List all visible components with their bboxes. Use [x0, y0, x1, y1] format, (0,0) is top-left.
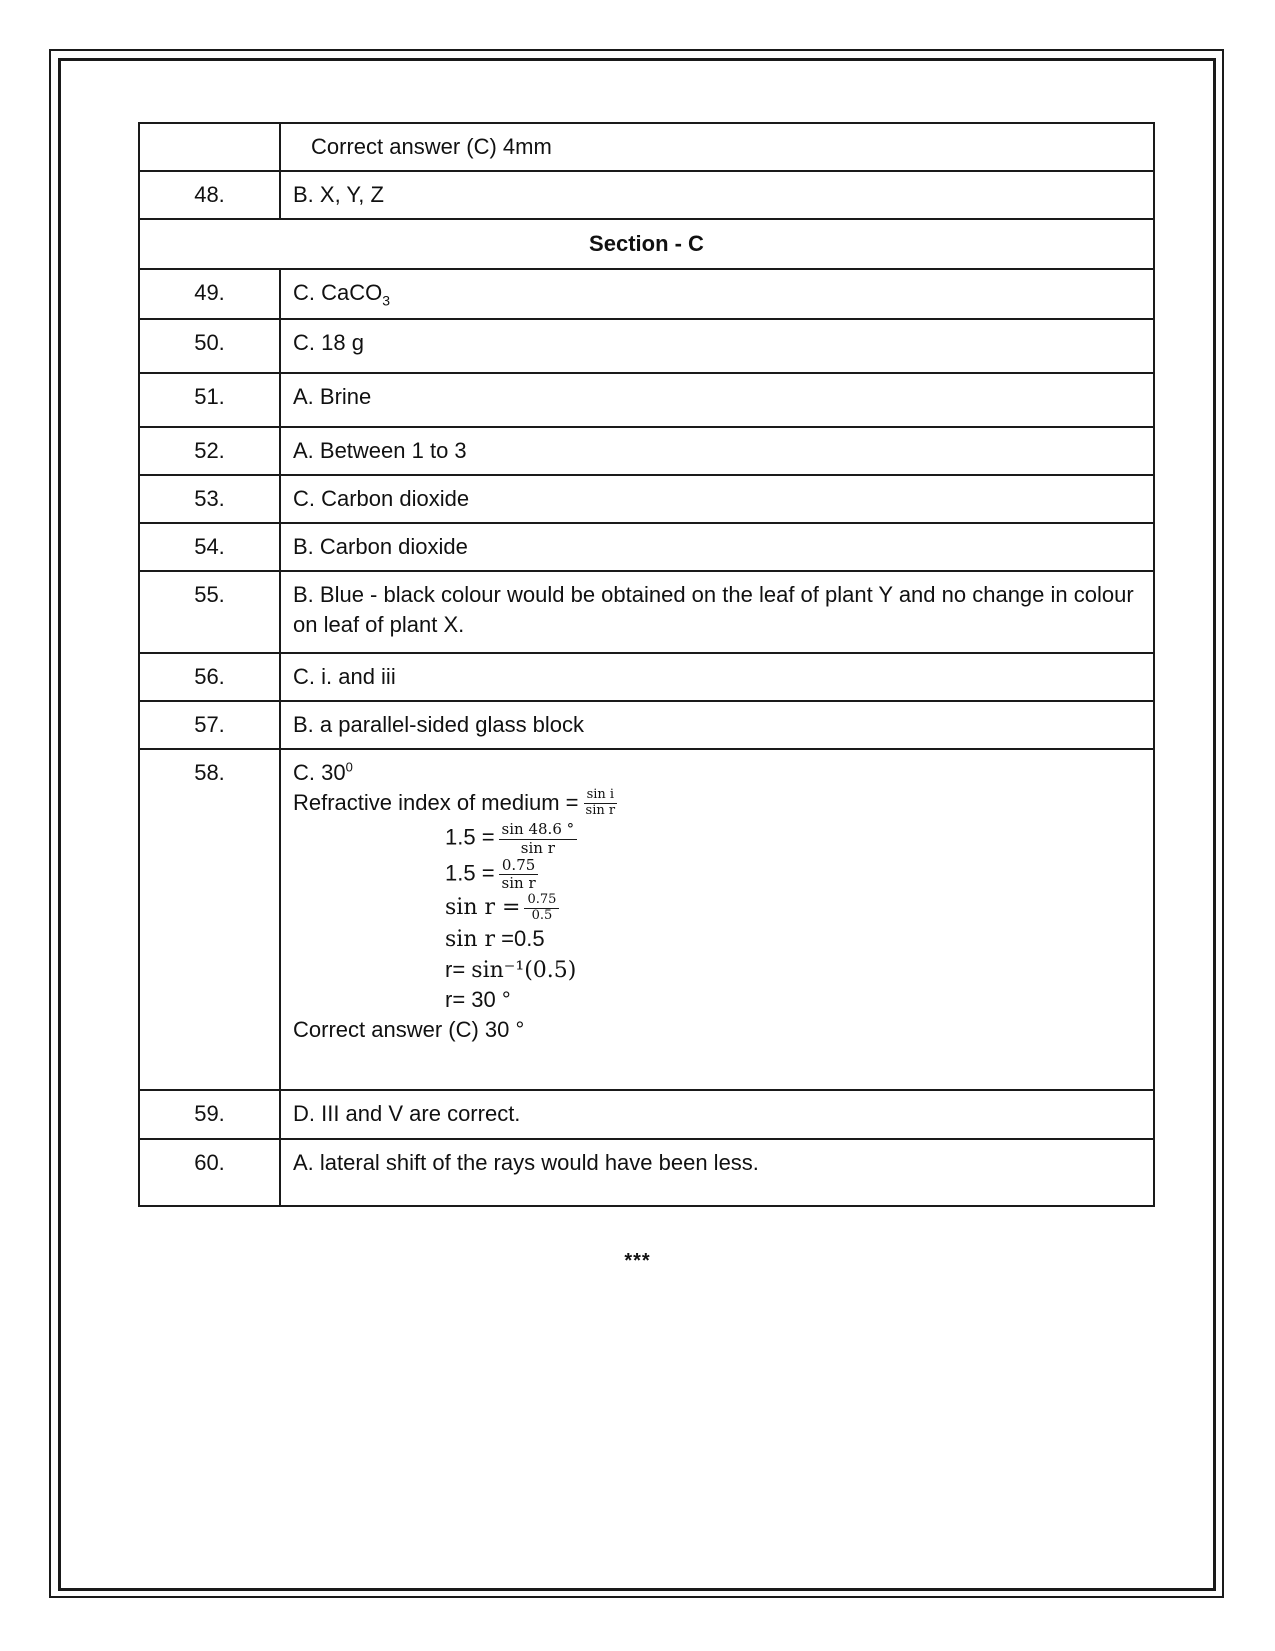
fraction-denominator: sin r	[501, 874, 536, 893]
table-row	[139, 373, 1154, 427]
working-step	[293, 857, 1141, 893]
question-number: 52.	[139, 427, 280, 475]
answer-text	[280, 269, 1154, 319]
section-header-row	[139, 219, 1154, 269]
working-step	[293, 892, 1141, 924]
answer-text: Correct answer (C) 4mm	[280, 123, 1154, 171]
answer-prefix: C. 30	[293, 759, 346, 785]
question-number: 51.	[139, 373, 280, 427]
final-answer: Correct answer (C) 30 °	[293, 1016, 525, 1042]
section-title: Section - C	[139, 219, 1154, 269]
answer-text: C. 18 g	[280, 319, 1154, 373]
table-row	[139, 571, 1154, 653]
question-number: 56.	[139, 653, 280, 701]
step-rhs: sin⁻¹(0.5)	[471, 957, 577, 983]
answer-text: A. Between 1 to 3	[280, 427, 1154, 475]
step-lhs: r=	[445, 956, 472, 982]
working-step	[293, 821, 1141, 857]
table-row	[139, 475, 1154, 523]
answer-text: B. Carbon dioxide	[280, 523, 1154, 571]
table-row	[139, 523, 1154, 571]
question-number: 59.	[139, 1090, 280, 1139]
formula-label: Refractive index of medium =	[293, 789, 579, 815]
table-row	[139, 319, 1154, 373]
answer-text: C. Carbon dioxide	[280, 475, 1154, 523]
answer-text: B. X, Y, Z	[280, 171, 1154, 219]
answer-text: D. III and V are correct.	[280, 1090, 1154, 1139]
step-lhs: 1.5 =	[445, 860, 495, 886]
table-row	[139, 1090, 1154, 1139]
fraction-denominator: 0.5	[531, 907, 553, 923]
fraction-denominator: sin r	[585, 803, 616, 819]
answer-key-table	[138, 122, 1155, 1207]
answer-text: A. Brine	[280, 373, 1154, 427]
question-number: 50.	[139, 319, 280, 373]
answer-line	[293, 758, 1141, 788]
answer-text: B. a parallel-sided glass block	[280, 701, 1154, 749]
answer-text: C. i. and iii	[280, 653, 1154, 701]
step-lhs: 1.5 =	[445, 824, 495, 850]
answer-text: A. lateral shift of the rays would have been less.	[280, 1139, 1154, 1206]
table-row	[139, 269, 1154, 319]
answer-working	[280, 749, 1154, 1090]
table-row	[139, 653, 1154, 701]
question-number: 60.	[139, 1139, 280, 1206]
answer-text: B. Blue - black colour would be obtained on the leaf of plant Y and no change in colour on leaf of plant X.	[280, 571, 1154, 653]
fraction-numerator: sin i	[584, 788, 618, 804]
table-row	[139, 427, 1154, 475]
table-row	[139, 171, 1154, 219]
step-lhs: sin r	[445, 926, 496, 952]
question-number: 55.	[139, 571, 280, 653]
fraction	[583, 788, 619, 819]
question-number	[139, 123, 280, 171]
fraction	[499, 821, 578, 857]
fraction-numerator: sin 48.6 °	[499, 821, 578, 839]
fraction-numerator: 0.75	[499, 857, 538, 875]
fraction	[524, 893, 559, 924]
working-step: r= 30 °	[445, 987, 511, 1013]
fraction-denominator: sin r	[520, 838, 555, 857]
question-number: 58.	[139, 749, 280, 1090]
table-row	[139, 123, 1154, 171]
answer-prefix: C. CaCO	[293, 279, 383, 305]
working-step	[293, 955, 1141, 986]
table-row	[139, 701, 1154, 749]
question-number: 49.	[139, 269, 280, 319]
step-rhs: =0.5	[495, 925, 545, 951]
fraction	[499, 857, 539, 893]
step-lhs: sin r =	[445, 895, 521, 921]
end-mark: ***	[624, 1250, 651, 1272]
question-number: 48.	[139, 171, 280, 219]
question-number: 54.	[139, 523, 280, 571]
formula-line	[293, 788, 1141, 820]
question-number: 57.	[139, 701, 280, 749]
working-step	[293, 924, 1141, 955]
fraction-numerator: 0.75	[524, 893, 559, 909]
answer-subscript: 3	[382, 292, 391, 309]
question-number: 53.	[139, 475, 280, 523]
table-row-q58	[139, 749, 1154, 1090]
degree-superscript: 0	[345, 759, 353, 775]
table-row	[139, 1139, 1154, 1206]
